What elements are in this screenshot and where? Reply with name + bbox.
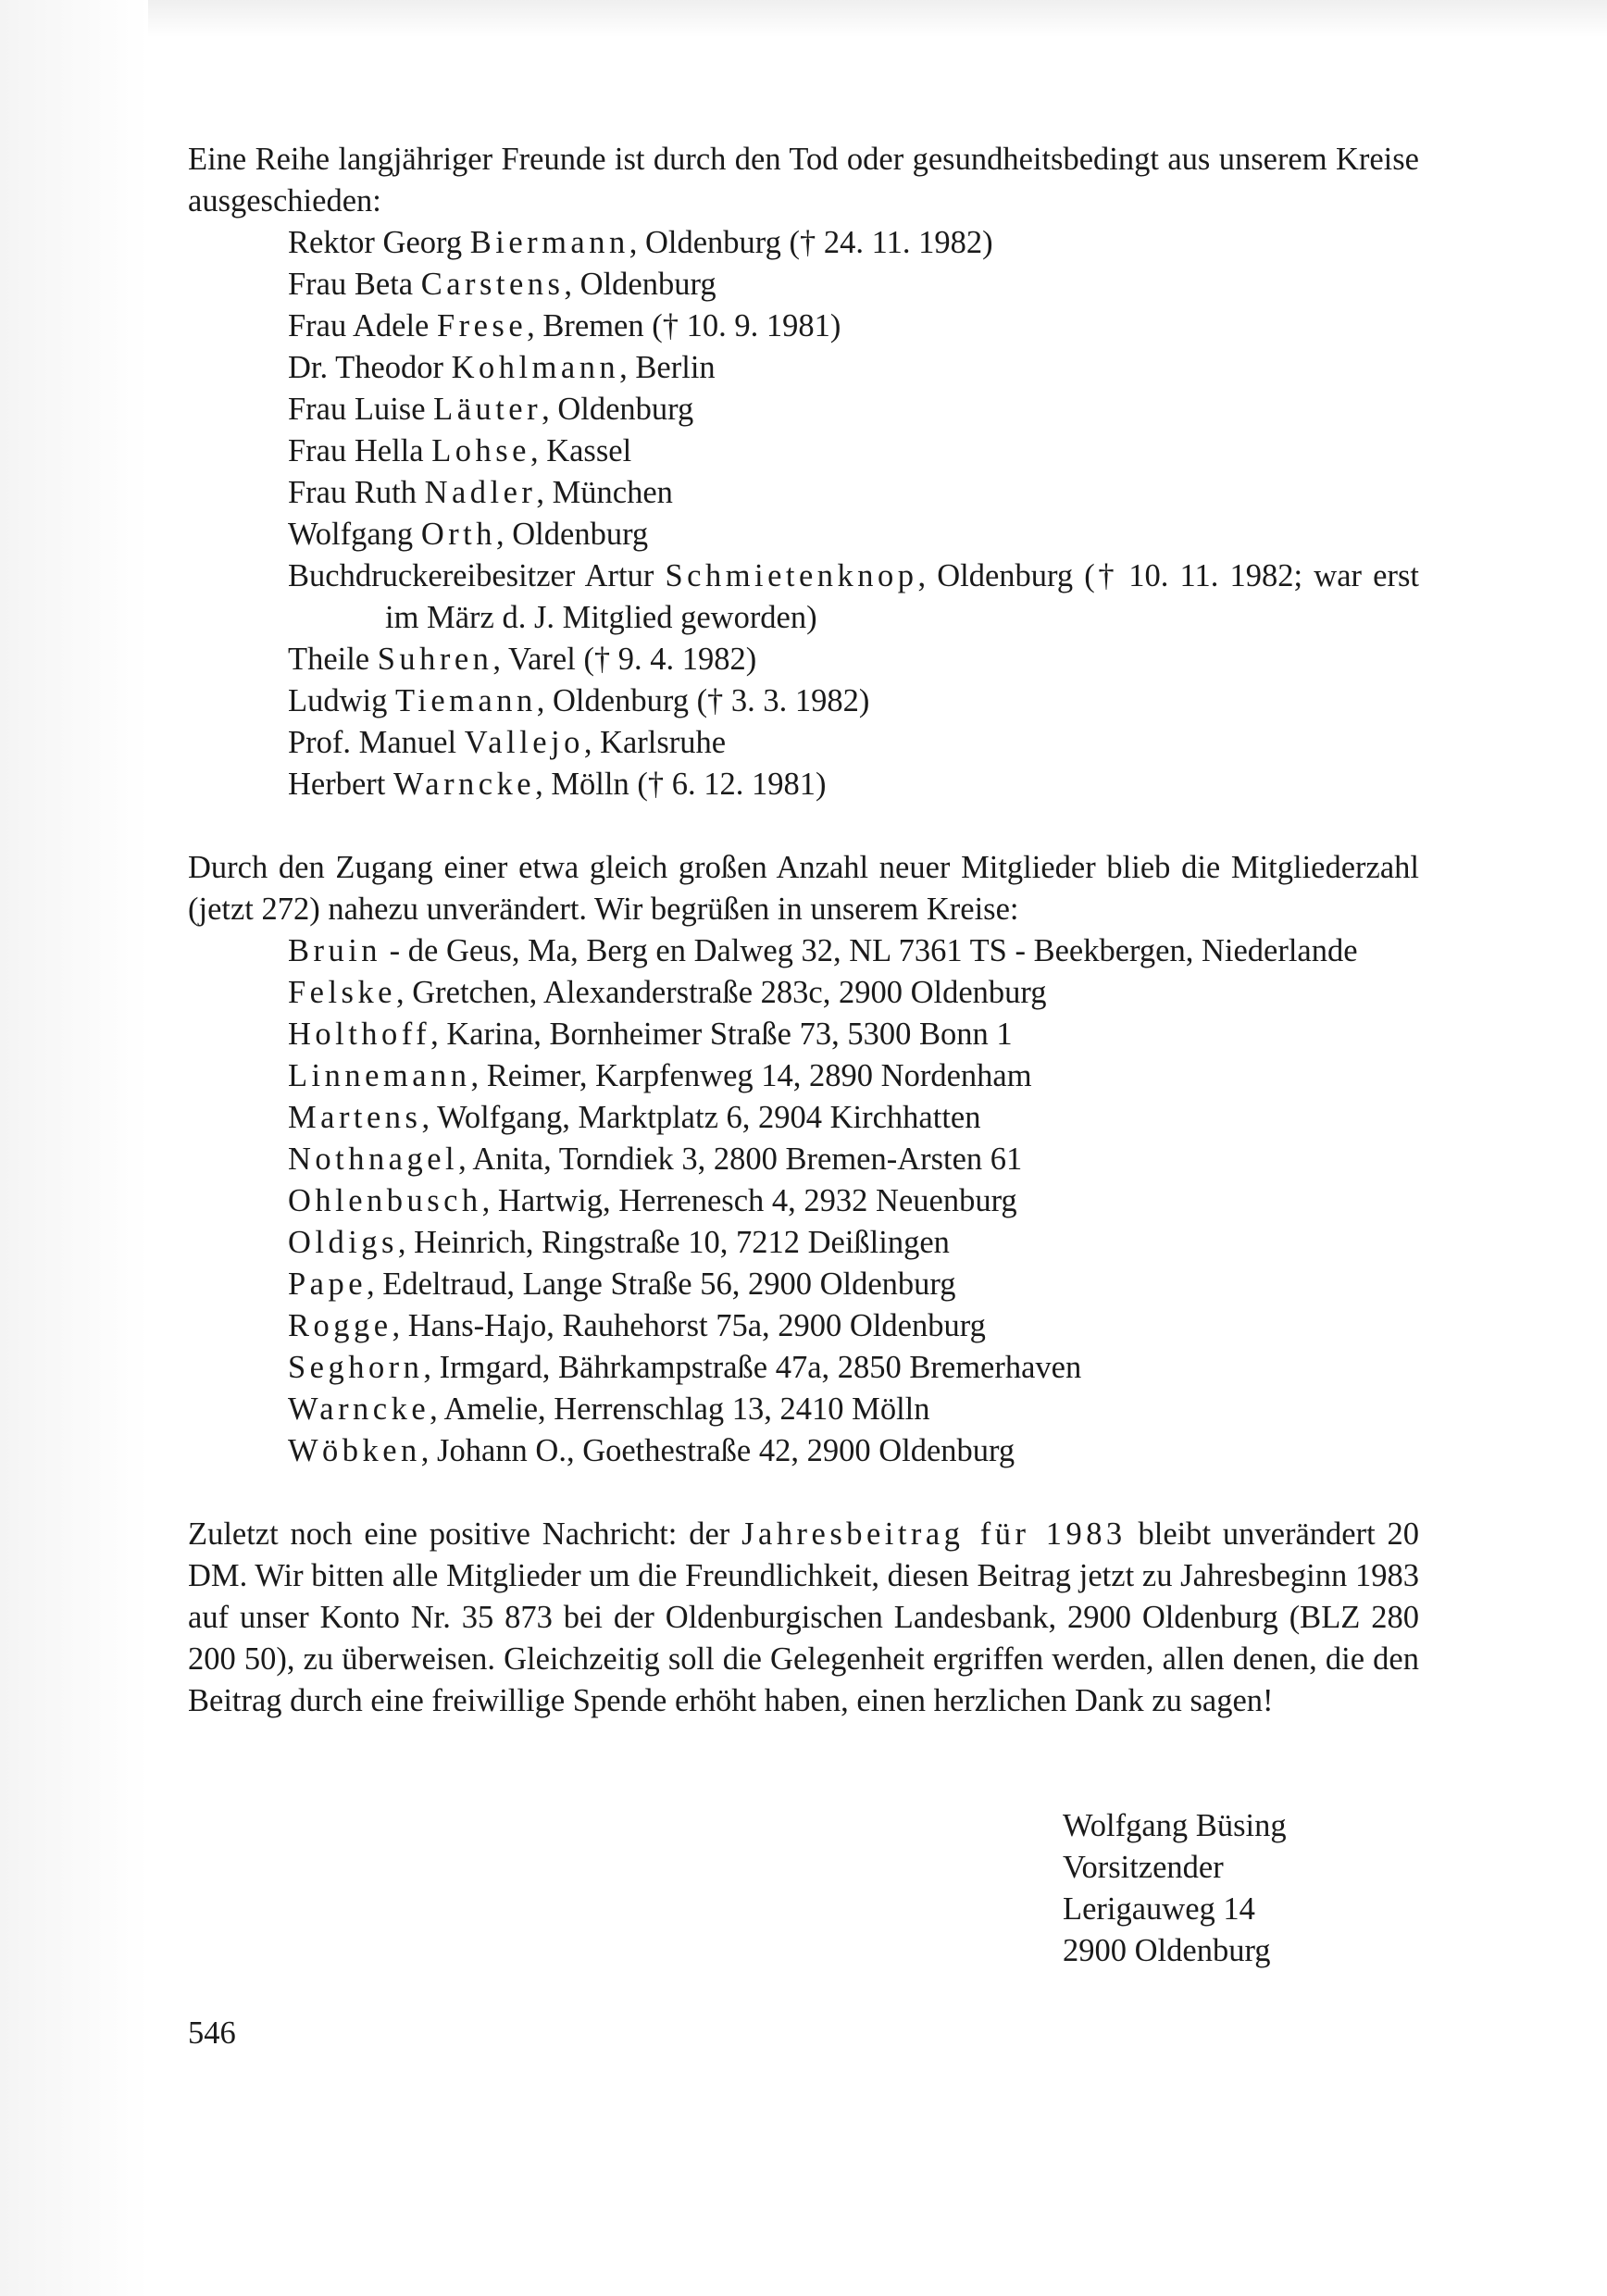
member-address: , Anita, Torndiek 3, 2800 Bremen-Arsten 61 — [458, 1142, 1023, 1177]
new-member-item — [188, 1305, 1419, 1347]
departed-member-item — [188, 472, 1419, 514]
member-prefix: Theile — [288, 642, 378, 677]
member-prefix: Rektor Georg — [288, 225, 470, 260]
new-member-item — [188, 1014, 1419, 1055]
departed-member-item — [188, 764, 1419, 805]
member-prefix: Prof. Manuel — [288, 725, 465, 760]
member-surname: Martens — [288, 1100, 422, 1135]
signature-name: Wolfgang Büsing — [1063, 1808, 1287, 1843]
member-surname: Schmietenknop — [665, 558, 918, 593]
scan-top-shadow — [0, 0, 1607, 37]
new-member-item — [188, 1264, 1419, 1305]
departed-member-item — [188, 264, 1419, 306]
page-number: 546 — [188, 2015, 236, 2051]
member-details: , Varel († 9. 4. 1982) — [492, 642, 757, 677]
member-surname: Lohse — [431, 433, 530, 468]
member-prefix: Frau Hella — [288, 433, 432, 468]
member-prefix: Frau Ruth — [288, 475, 425, 510]
member-prefix: Herbert — [288, 767, 393, 802]
member-details: , Berlin — [619, 350, 716, 385]
member-address: , Johann O., Goethestraße 42, 2900 Oldenburg — [420, 1433, 1015, 1468]
new-member-item — [188, 930, 1419, 972]
member-surname: Ohlenbusch — [288, 1183, 482, 1218]
member-surname: Pape — [288, 1267, 367, 1302]
new-member-item — [188, 972, 1419, 1014]
member-details: , Oldenburg († 10. 11. 1982; war erst im März d. J. Mitglied geworden) — [385, 558, 1419, 635]
signature-block — [1063, 1805, 1419, 1972]
departed-member-item — [188, 347, 1419, 389]
member-surname: Oldigs — [288, 1225, 398, 1260]
scan-binding-shadow — [0, 0, 148, 2296]
document-page — [188, 139, 1419, 2054]
departed-member-item — [188, 514, 1419, 555]
member-prefix: Buchdruckereibesitzer Artur — [288, 558, 666, 593]
member-surname: Felske — [288, 975, 396, 1010]
paragraph-gap — [188, 805, 1419, 847]
member-surname: Kohlmann — [451, 350, 620, 385]
member-details: , Oldenburg († 24. 11. 1982) — [629, 225, 993, 260]
new-members-list — [188, 930, 1419, 1472]
member-surname: Nadler — [424, 475, 537, 510]
new-member-item — [188, 1347, 1419, 1389]
member-address: , Hartwig, Herrenesch 4, 2932 Neuenburg — [481, 1183, 1017, 1218]
member-surname: Holthoff — [288, 1017, 431, 1052]
member-prefix: Frau Beta — [288, 267, 421, 302]
member-prefix: Frau Adele — [288, 308, 437, 343]
departed-member-item — [188, 680, 1419, 722]
departed-member-item — [188, 555, 1419, 639]
signature-street: Lerigauweg 14 — [1063, 1891, 1255, 1927]
signature-role: Vorsitzender — [1063, 1850, 1224, 1885]
member-address: , Wolfgang, Marktplatz 6, 2904 Kirchhatten — [421, 1100, 981, 1135]
member-details: , Bremen († 10. 9. 1981) — [527, 308, 841, 343]
member-prefix: Ludwig — [288, 683, 395, 718]
member-surname: Seghorn — [288, 1350, 424, 1385]
member-surname: Linnemann — [288, 1058, 471, 1093]
member-address: , Hans-Hajo, Rauhehorst 75a, 2900 Oldenburg — [392, 1308, 986, 1343]
fee-text-after: bleibt unverändert 20 DM. Wir bitten alle Mitglieder um die Freundlichkeit, diesen Beitrag jetzt zu Jahresbeginn 1983 auf unser Konto Nr. 35 873 bei der Oldenburgischen Landesbank, 2900 Oldenburg (BLZ 280 200 50), zu überweisen. Gleichzeitig soll die Gelegenheit ergriffen werden, allen denen, die den Beitrag durch eine freiwillige Spende erhöht haben, einen herzlichen Dank zu sagen! — [188, 1516, 1419, 1718]
member-address: , Irmgard, Bährkampstraße 47a, 2850 Bremerhaven — [423, 1350, 1082, 1385]
member-surname: Vallejo — [464, 725, 584, 760]
new-member-item — [188, 1180, 1419, 1222]
member-details: , Oldenburg — [496, 517, 649, 552]
member-surname: Biermann — [469, 225, 629, 260]
member-surname: Frese — [436, 308, 528, 343]
member-surname: Warncke — [392, 767, 536, 802]
departed-member-item — [188, 639, 1419, 680]
paragraph-gap — [188, 1472, 1419, 1514]
member-address: , Gretchen, Alexanderstraße 283c, 2900 Oldenburg — [395, 975, 1047, 1010]
departed-member-item — [188, 430, 1419, 472]
member-surname: Tiemann — [394, 683, 537, 718]
paragraph-departed-intro: Eine Reihe langjähriger Freunde ist durch den Tod oder gesundheitsbedingt aus unserem Kreise ausgeschieden: — [188, 142, 1419, 218]
member-address: , Karina, Bornheimer Straße 73, 5300 Bonn 1 — [430, 1017, 1013, 1052]
departed-member-item — [188, 306, 1419, 347]
member-address: , Reimer, Karpfenweg 14, 2890 Nordenham — [470, 1058, 1032, 1093]
member-details: , Oldenburg — [564, 267, 716, 302]
member-surname: Läuter — [433, 392, 542, 427]
member-surname: Rogge — [288, 1308, 392, 1343]
member-address: , Heinrich, Ringstraße 10, 7212 Deißlingen — [397, 1225, 950, 1260]
member-details: , Oldenburg — [542, 392, 694, 427]
departed-member-item — [188, 222, 1419, 264]
fee-text-before: Zuletzt noch eine positive Nachricht: der — [188, 1516, 742, 1552]
new-member-item — [188, 1222, 1419, 1264]
member-address: , Amelie, Herrenschlag 13, 2410 Mölln — [430, 1391, 930, 1427]
departed-member-item — [188, 389, 1419, 430]
new-member-item — [188, 1389, 1419, 1430]
member-prefix: Frau Luise — [288, 392, 434, 427]
new-member-item — [188, 1097, 1419, 1139]
signature-city: 2900 Oldenburg — [1063, 1933, 1271, 1968]
fee-text-emphasis: Jahresbeitrag für 1983 — [741, 1516, 1127, 1552]
paragraph-new-members-intro: Durch den Zugang einer etwa gleich großen Anzahl neuer Mitglieder blieb die Mitgliederzahl (jetzt 272) nahezu unverändert. Wir begrüßen in unserem Kreise: — [188, 850, 1419, 927]
member-prefix: Dr. Theodor — [288, 350, 452, 385]
member-address: - de Geus, Ma, Berg en Dalweg 32, NL 7361 TS - Beekbergen, Niederlande — [381, 933, 1358, 968]
new-member-item — [188, 1055, 1419, 1097]
member-details: , Oldenburg († 3. 3. 1982) — [536, 683, 870, 718]
member-surname: Carstens — [420, 267, 565, 302]
member-details: , Kassel — [529, 433, 632, 468]
member-surname: Suhren — [377, 642, 493, 677]
member-details: , Karlsruhe — [583, 725, 727, 760]
member-surname: Nothnagel — [288, 1142, 459, 1177]
departed-members-list — [188, 222, 1419, 805]
member-surname: Wöbken — [288, 1433, 421, 1468]
member-details: , Mölln († 6. 12. 1981) — [535, 767, 827, 802]
paragraph-membership-fee — [188, 1514, 1419, 1722]
member-address: , Edeltraud, Lange Straße 56, 2900 Oldenburg — [367, 1267, 956, 1302]
member-surname: Warncke — [288, 1391, 430, 1427]
member-prefix: Wolfgang — [288, 517, 421, 552]
new-member-item — [188, 1430, 1419, 1472]
departed-member-item — [188, 722, 1419, 764]
member-details: , München — [536, 475, 673, 510]
member-surname: Bruin — [288, 933, 382, 968]
new-member-item — [188, 1139, 1419, 1180]
member-surname: Orth — [420, 517, 496, 552]
